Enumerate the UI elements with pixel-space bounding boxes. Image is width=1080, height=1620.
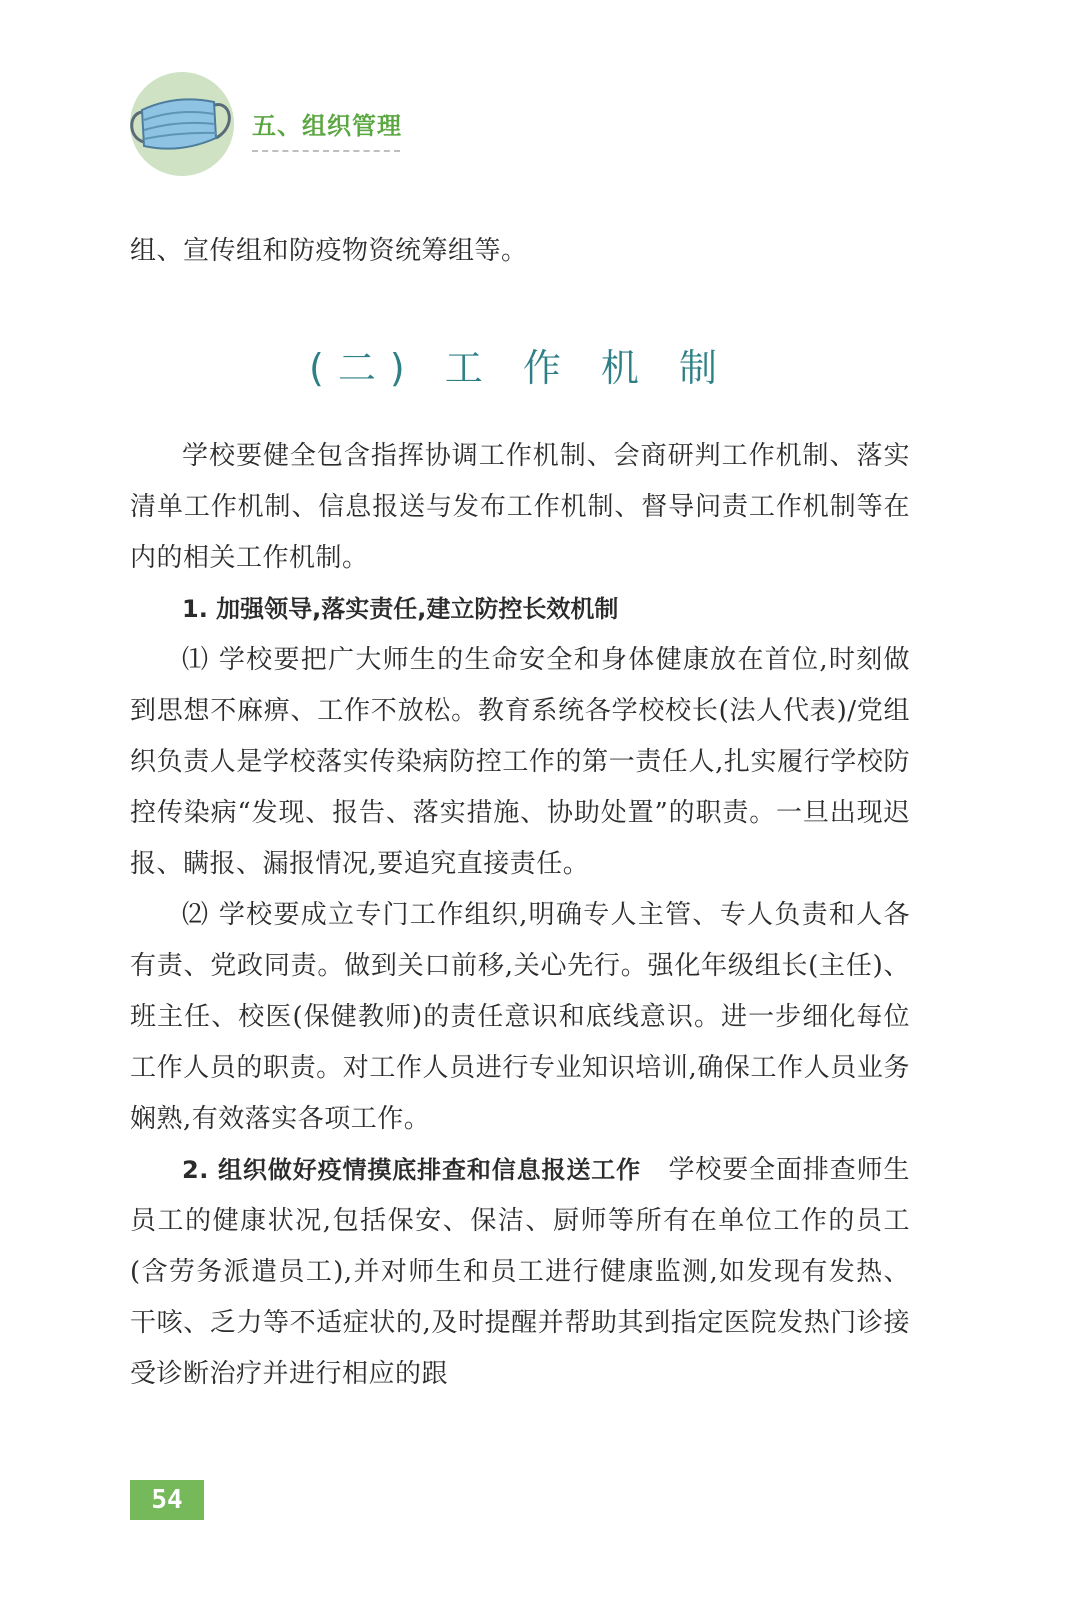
item1-heading: 1. 加强领导,落实责任,建立防控长效机制 [182,595,619,623]
section-heading: (二) 工 作 机 制 [309,346,731,390]
item1-paragraph-1: ⑴ 学校要把广大师生的生命安全和身体健康放在首位,时刻做到思想不麻痹、工作不放松。教育系统各学校校长(法人代表)/党组织负责人是学校落实传染病防控工作的第一责任人,扎实履行学校防控传染病“发现、报告、落实措施、协助处置”的职责。一旦出现迟报、瞒报、漏报情况,要追究直接责任。 [130,645,910,879]
item2-heading: 2. 组织做好疫情摸底排查和信息报送工作 [182,1156,642,1184]
chapter-header [130,72,430,182]
face-mask-drawing [130,72,234,176]
chapter-title: 五、组织管理 [252,111,402,140]
intro-paragraph: 学校要健全包含指挥协调工作机制、会商研判工作机制、落实清单工作机制、信息报送与发布工作机制、督导问责工作机制等在内的相关工作机制。 [130,441,910,573]
page-number: 54 [130,1480,204,1520]
item1-paragraph-2: ⑵ 学校要成立专门工作组织,明确专人主管、专人负责和人各有责、党政同责。做到关口前移,关心先行。强化年级组长(主任)、班主任、校医(保健教师)的责任意识和底线意识。进一步细化每位工作人员的职责。对工作人员进行专业知识培训,确保工作人员业务娴熟,有效落实各项工作。 [130,900,910,1134]
continuation-paragraph: 组、宣传组和防疫物资统筹组等。 [130,236,528,266]
chapter-title-divider [252,150,400,152]
item2-paragraph [130,1145,910,1400]
face-mask-icon [130,72,234,176]
item2-text: 学校要全面排查师生员工的健康状况,包括保安、保洁、厨师等所有在单位工作的员工(含劳务派遣员工),并对师生和员工进行健康监测,如发现有发热、干咳、乏力等不适症状的,及时提醒并帮助其到指定医院发热门诊接受诊断治疗并进行相应的跟 [130,1155,910,1389]
page-content [130,226,910,1400]
